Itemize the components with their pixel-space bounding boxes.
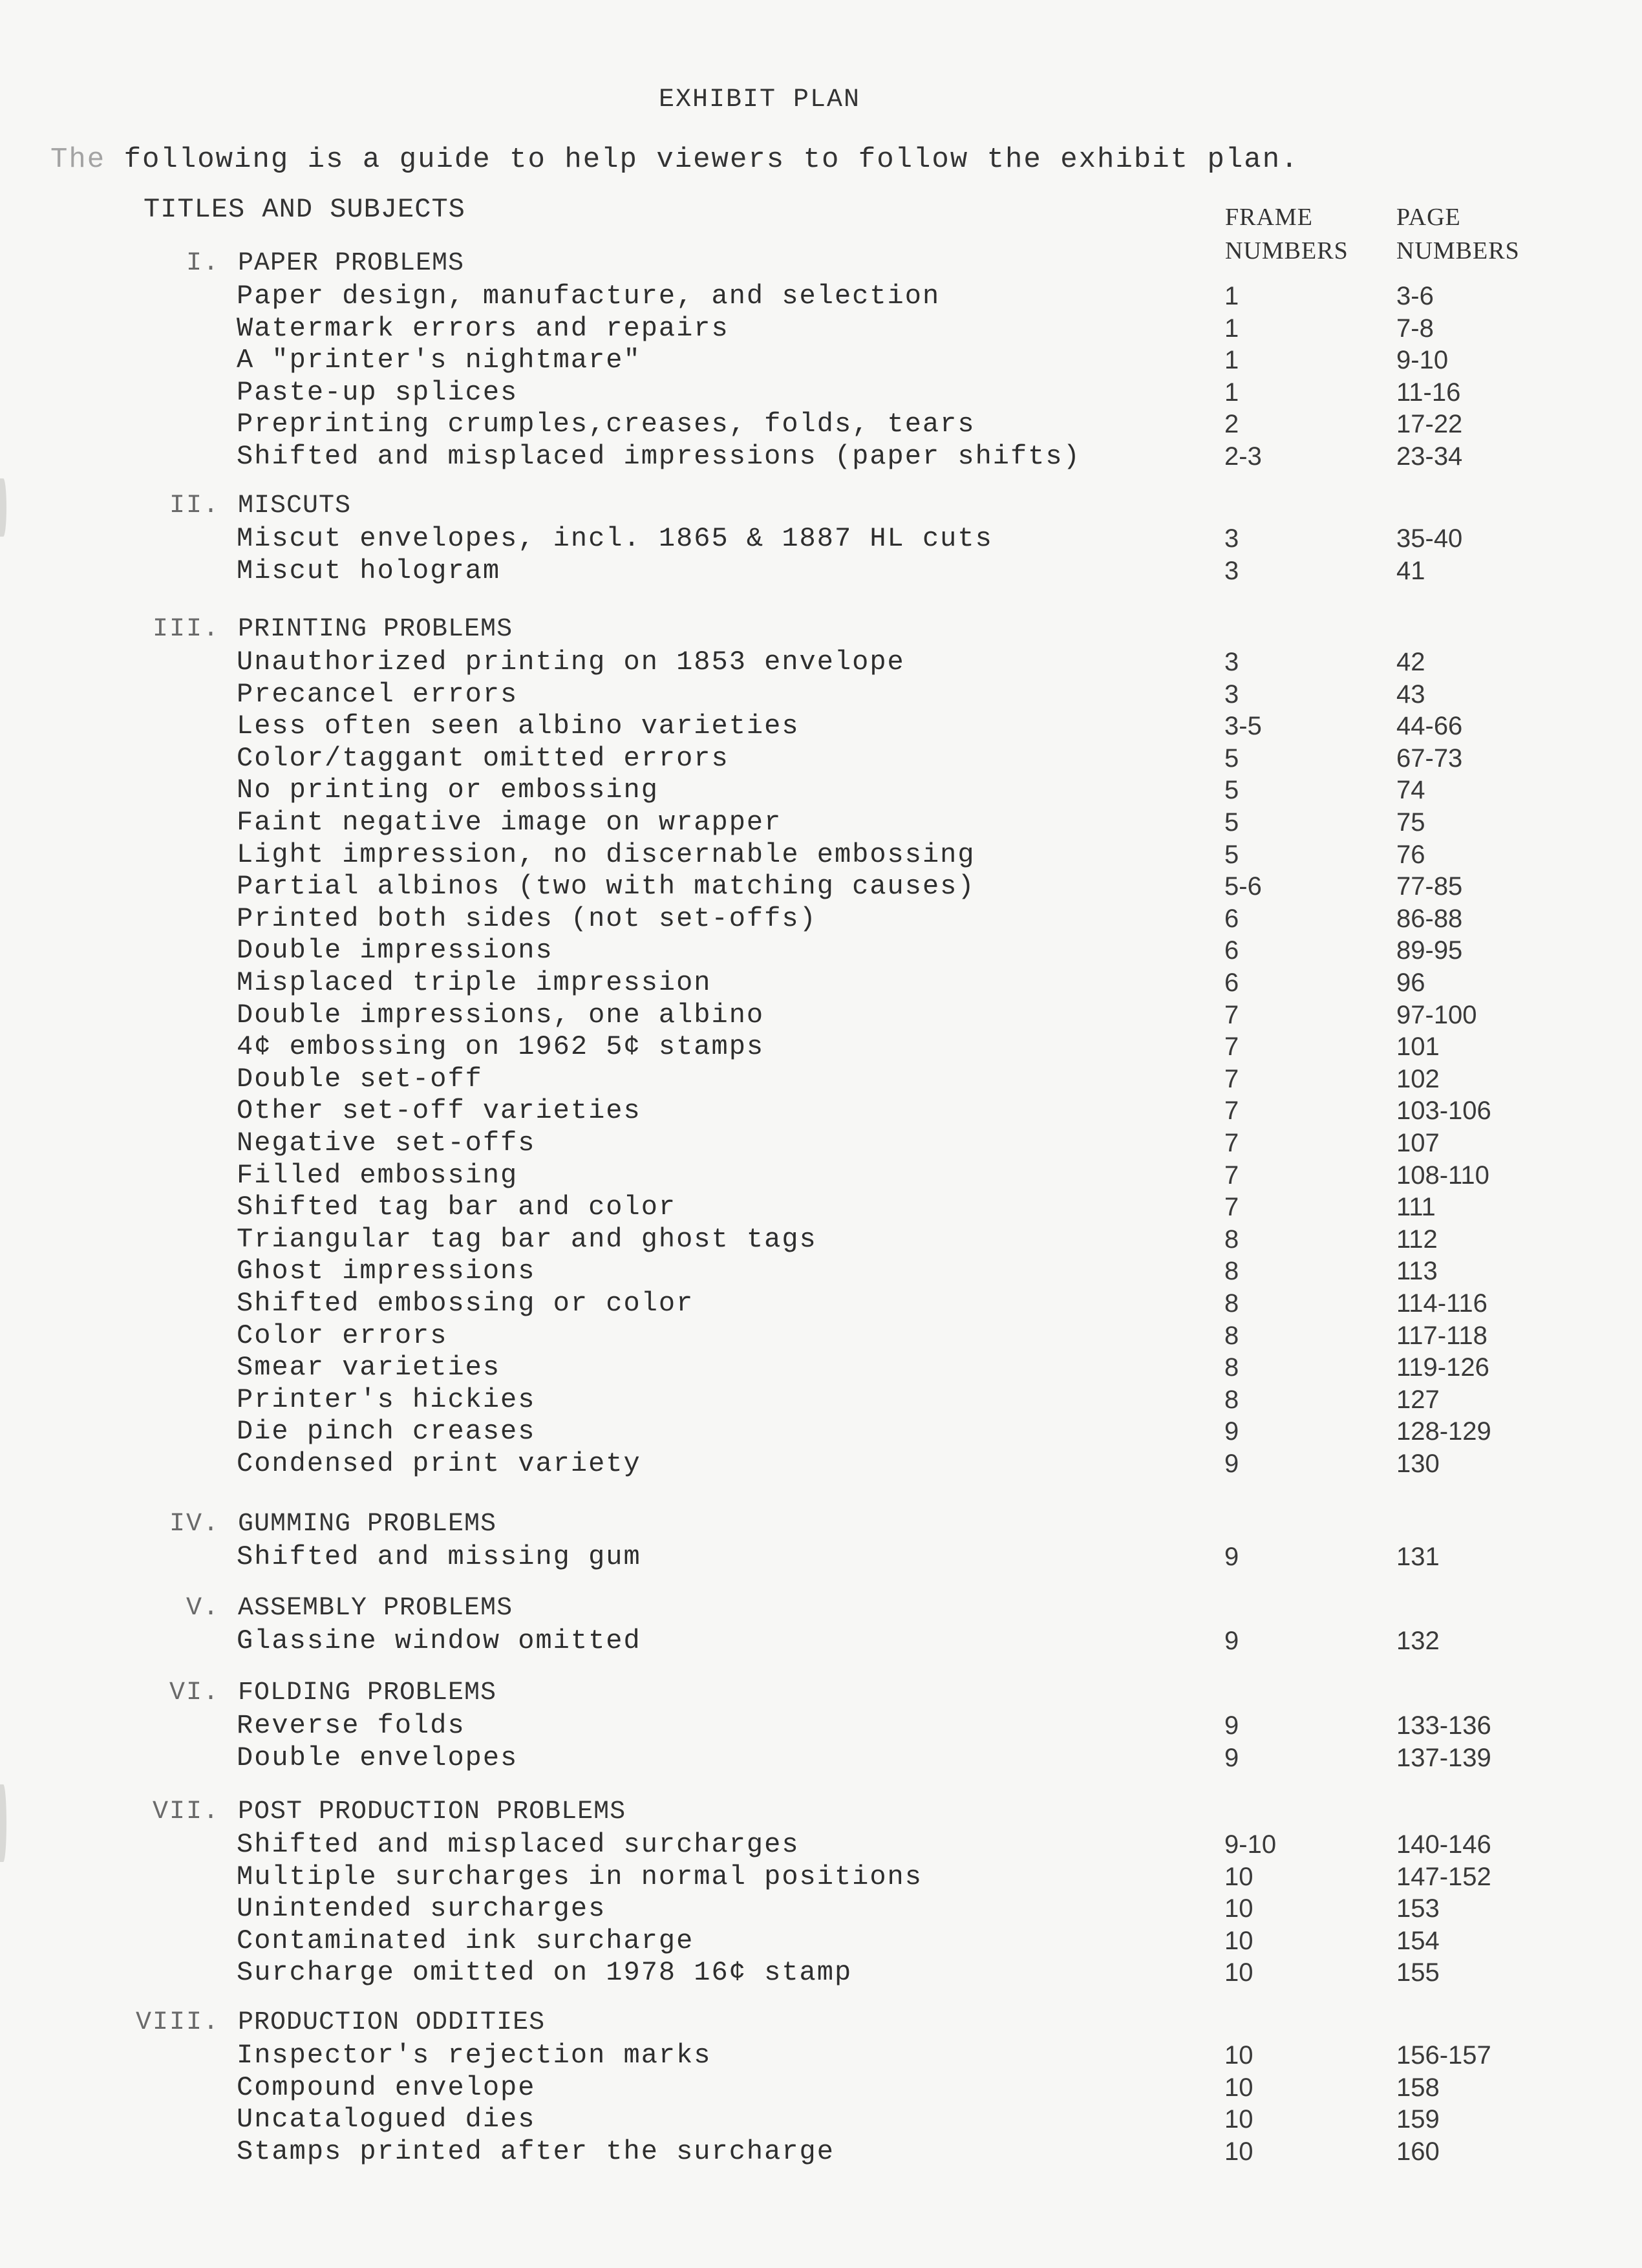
subject-label: Light impression, no discernable embossing xyxy=(237,839,976,870)
subject-label: Multiple surcharges in normal positions xyxy=(237,1861,922,1892)
section-title: PRINTING PROBLEMS xyxy=(238,615,513,644)
outline-row xyxy=(0,1956,1642,1989)
subject-label: Double impressions, one albino xyxy=(237,999,765,1031)
page-number: 140-146 xyxy=(1396,1830,1491,1859)
subject-label: Other set-off varieties xyxy=(237,1095,641,1127)
outline-row xyxy=(0,1925,1642,1957)
page-number: 86-88 xyxy=(1396,904,1463,933)
page-header-line: NUMBERS xyxy=(1396,237,1520,264)
outline-row xyxy=(0,1448,1642,1480)
outline-row xyxy=(0,1541,1642,1573)
frame-number: 6 xyxy=(1224,904,1239,933)
frame-number: 1 xyxy=(1224,282,1239,310)
frame-number: 8 xyxy=(1224,1353,1239,1382)
frame-number: 10 xyxy=(1224,1894,1253,1923)
outline-row xyxy=(0,646,1642,678)
frame-number: 9 xyxy=(1224,1543,1239,1571)
subject-label: Preprinting crumples,creases, folds, tears xyxy=(237,409,976,440)
outline-row xyxy=(0,839,1642,871)
subject-label: Die pinch creases xyxy=(237,1416,536,1448)
frame-number: 1 xyxy=(1224,346,1239,375)
outline-row xyxy=(0,2039,1642,2071)
outline-row xyxy=(0,1742,1642,1774)
frame-number: 5-6 xyxy=(1224,872,1262,901)
outline-row xyxy=(0,1415,1642,1448)
frame-number: 6 xyxy=(1224,968,1239,997)
page-header-line: PAGE xyxy=(1396,204,1461,231)
page-number: 76 xyxy=(1396,840,1425,869)
frame-number: 3 xyxy=(1224,556,1239,585)
intro-text: following is a guide to help viewers to follow the exhibit plan. xyxy=(105,144,1299,176)
subject-label: Double impressions xyxy=(237,935,553,967)
outline-row xyxy=(0,934,1642,967)
page-number: 97-100 xyxy=(1396,1000,1477,1029)
section-title: FOLDING PROBLEMS xyxy=(238,1678,497,1707)
subject-label: Watermark errors and repairs xyxy=(237,312,729,344)
subject-label: Inspector's rejection marks xyxy=(237,2040,712,2071)
subject-label: Faint negative image on wrapper xyxy=(237,807,782,838)
frame-number: 9 xyxy=(1224,1627,1239,1655)
outline-row xyxy=(0,1351,1642,1384)
outline-row xyxy=(0,312,1642,345)
page-number: 35-40 xyxy=(1396,524,1463,553)
subject-label: Stamps printed after the surcharge xyxy=(237,2135,835,2167)
page-title: EXHIBIT PLAN xyxy=(658,85,861,114)
subject-label: Reverse folds xyxy=(237,1710,465,1741)
subject-label: Filled embossing xyxy=(237,1159,518,1191)
page-number: 114-116 xyxy=(1396,1289,1487,1318)
outline-row xyxy=(0,1159,1642,1192)
page-number: 160 xyxy=(1396,2137,1440,2166)
subject-label: Unauthorized printing on 1853 envelope xyxy=(237,647,905,678)
outline-row xyxy=(0,280,1642,312)
outline-row xyxy=(0,522,1642,555)
frame-number: 3 xyxy=(1224,524,1239,553)
section-title: ASSEMBLY PROBLEMS xyxy=(238,1594,513,1623)
section-heading xyxy=(0,614,1642,646)
section-heading xyxy=(0,1796,1642,1828)
outline-row xyxy=(0,967,1642,999)
frame-number: 7 xyxy=(1224,1000,1239,1029)
frame-number: 8 xyxy=(1224,1257,1239,1286)
outline-row xyxy=(0,1625,1642,1657)
subject-label: Ghost impressions xyxy=(237,1256,536,1287)
subject-label: A "printer's nightmare" xyxy=(237,345,641,376)
frame-number: 5 xyxy=(1224,776,1239,805)
outline-row xyxy=(0,1095,1642,1127)
outline-row xyxy=(0,742,1642,775)
subject-label: Partial albinos (two with matching causes) xyxy=(237,871,976,903)
frame-header-line: FRAME xyxy=(1225,204,1313,231)
frame-number: 10 xyxy=(1224,2041,1253,2070)
outline-row xyxy=(0,1287,1642,1320)
page-number: 9-10 xyxy=(1396,346,1449,375)
page-number: 23-34 xyxy=(1396,442,1463,471)
section-title: PAPER PROBLEMS xyxy=(238,249,465,278)
subject-label: Miscut hologram xyxy=(237,555,501,586)
titles-heading: TITLES AND SUBJECTS xyxy=(144,194,465,225)
section-numeral: V. xyxy=(186,1594,220,1623)
outline-row xyxy=(0,1127,1642,1159)
frame-number: 10 xyxy=(1224,1862,1253,1891)
subject-label: Double envelopes xyxy=(237,1742,518,1773)
frame-number: 8 xyxy=(1224,1289,1239,1318)
page-number: 159 xyxy=(1396,2105,1440,2134)
page-number: 158 xyxy=(1396,2073,1440,2102)
frame-number: 8 xyxy=(1224,1225,1239,1254)
subject-label: Color/taggant omitted errors xyxy=(237,742,729,774)
outline-row xyxy=(0,710,1642,742)
page-number: 127 xyxy=(1396,1385,1440,1414)
subject-label: Shifted tag bar and color xyxy=(237,1192,677,1223)
page-number: 154 xyxy=(1396,1926,1440,1955)
page-number: 101 xyxy=(1396,1032,1440,1062)
frame-number: 3-5 xyxy=(1224,712,1262,741)
subject-label: Uncatalogued dies xyxy=(237,2104,536,2135)
frame-number: 7 xyxy=(1224,1161,1239,1190)
outline-row xyxy=(0,774,1642,806)
outline-row xyxy=(0,344,1642,376)
outline-row xyxy=(0,1255,1642,1287)
outline-row xyxy=(0,1709,1642,1742)
frame-number: 7 xyxy=(1224,1097,1239,1126)
frame-number: 2-3 xyxy=(1224,442,1262,471)
section-numeral: I. xyxy=(186,249,220,278)
page-number: 41 xyxy=(1396,556,1425,585)
frame-number: 9 xyxy=(1224,1450,1239,1478)
section-heading xyxy=(0,2007,1642,2039)
frame-number: 3 xyxy=(1224,679,1239,709)
page-number: 3-6 xyxy=(1396,282,1434,310)
frame-number: 10 xyxy=(1224,2073,1253,2102)
outline-row xyxy=(0,1384,1642,1416)
subject-label: No printing or embossing xyxy=(237,775,659,806)
subject-label: Compound envelope xyxy=(237,2071,536,2103)
frame-number: 10 xyxy=(1224,2137,1253,2166)
page-number: 111 xyxy=(1396,1193,1436,1222)
page-number: 132 xyxy=(1396,1627,1440,1655)
page-number: 102 xyxy=(1396,1064,1440,1093)
frame-number: 5 xyxy=(1224,744,1239,773)
subject-label: Paper design, manufacture, and selection xyxy=(237,281,941,312)
subject-label: Surcharge omitted on 1978 16¢ stamp xyxy=(237,1957,853,1989)
page-number: 44-66 xyxy=(1396,712,1463,741)
frame-number: 7 xyxy=(1224,1193,1239,1222)
section-numeral: IV. xyxy=(169,1510,220,1539)
frame-number: 9 xyxy=(1224,1417,1239,1446)
section-heading xyxy=(0,248,1642,280)
page-number: 42 xyxy=(1396,648,1425,676)
page-number: 117-118 xyxy=(1396,1321,1487,1350)
outline-row xyxy=(0,870,1642,903)
subject-label: Printer's hickies xyxy=(237,1384,536,1415)
section-title: GUMMING PROBLEMS xyxy=(238,1510,497,1539)
subject-label: Misplaced triple impression xyxy=(237,967,712,998)
subject-label: Miscut envelopes, incl. 1865 & 1887 HL cuts xyxy=(237,523,993,554)
page-number: 131 xyxy=(1396,1543,1440,1571)
subject-label: Precancel errors xyxy=(237,678,518,710)
frame-number: 9 xyxy=(1224,1743,1239,1772)
page-number: 112 xyxy=(1396,1225,1438,1254)
section-numeral: VIII. xyxy=(135,2008,220,2037)
frame-number: 6 xyxy=(1224,936,1239,965)
outline-row xyxy=(0,678,1642,711)
frame-number: 8 xyxy=(1224,1321,1239,1350)
outline-row xyxy=(0,806,1642,839)
section-numeral: II. xyxy=(169,491,220,520)
page-number: 67-73 xyxy=(1396,744,1463,773)
frame-header-line: NUMBERS xyxy=(1225,237,1349,264)
outline-row xyxy=(0,376,1642,409)
outline-row xyxy=(0,2103,1642,2135)
page-number: 43 xyxy=(1396,679,1425,709)
section-title: MISCUTS xyxy=(238,491,352,520)
outline-row xyxy=(0,2071,1642,2104)
section-heading xyxy=(0,1508,1642,1541)
subject-label: Unintended surcharges xyxy=(237,1893,606,1925)
section-heading xyxy=(0,1592,1642,1625)
page-number: 153 xyxy=(1396,1894,1440,1923)
frame-number: 7 xyxy=(1224,1032,1239,1062)
subject-label: Less often seen albino varieties xyxy=(237,711,800,742)
subject-label: Paste-up splices xyxy=(237,376,518,408)
outline-row xyxy=(0,1320,1642,1352)
frame-number: 1 xyxy=(1224,314,1239,343)
section-title: POST PRODUCTION PROBLEMS xyxy=(238,1797,626,1826)
page-number: 96 xyxy=(1396,968,1425,997)
page-number: 155 xyxy=(1396,1958,1440,1987)
page-number: 103-106 xyxy=(1396,1097,1491,1126)
outline-row xyxy=(0,1828,1642,1861)
subject-label: 4¢ embossing on 1962 5¢ stamps xyxy=(237,1031,765,1063)
subject-label: Color errors xyxy=(237,1320,448,1351)
intro-sentence xyxy=(50,144,1299,176)
outline-row xyxy=(0,555,1642,587)
page-number: 156-157 xyxy=(1396,2041,1491,2070)
frame-number: 8 xyxy=(1224,1385,1239,1414)
outline-row xyxy=(0,1063,1642,1095)
section-numeral: VI. xyxy=(169,1678,220,1707)
frame-number: 7 xyxy=(1224,1129,1239,1157)
subject-label: Smear varieties xyxy=(237,1352,501,1384)
page-number: 74 xyxy=(1396,776,1425,805)
frame-number: 5 xyxy=(1224,840,1239,869)
subject-label: Contaminated ink surcharge xyxy=(237,1925,694,1956)
page-number: 147-152 xyxy=(1396,1862,1491,1891)
outline-row xyxy=(0,408,1642,440)
section-heading xyxy=(0,1677,1642,1709)
frame-number: 9-10 xyxy=(1224,1830,1277,1859)
outline-row xyxy=(0,440,1642,473)
subject-label: Negative set-offs xyxy=(237,1128,536,1159)
section-numeral: III. xyxy=(152,615,220,644)
outline-row xyxy=(0,2135,1642,2168)
section-numeral: VII. xyxy=(152,1797,220,1826)
page-number: 107 xyxy=(1396,1129,1440,1157)
frame-number: 10 xyxy=(1224,1958,1253,1987)
outline-row xyxy=(0,1031,1642,1063)
frame-number: 1 xyxy=(1224,378,1239,407)
page-number: 17-22 xyxy=(1396,410,1463,439)
frame-number: 2 xyxy=(1224,410,1239,439)
page-number: 119-126 xyxy=(1396,1353,1489,1382)
subject-label: Shifted and missing gum xyxy=(237,1541,641,1572)
subject-label: Double set-off xyxy=(237,1063,483,1095)
frame-number: 10 xyxy=(1224,1926,1253,1955)
section-title: PRODUCTION ODDITIES xyxy=(238,2008,546,2037)
frame-number: 3 xyxy=(1224,648,1239,676)
page-number: 75 xyxy=(1396,808,1425,837)
subject-label: Condensed print variety xyxy=(237,1448,641,1479)
frame-number: 9 xyxy=(1224,1711,1239,1740)
outline-row xyxy=(0,903,1642,935)
outline-row xyxy=(0,999,1642,1031)
frame-number: 10 xyxy=(1224,2105,1253,2134)
page-number: 133-136 xyxy=(1396,1711,1491,1740)
outline-row xyxy=(0,1191,1642,1223)
intro-lead-word: The xyxy=(50,144,106,176)
page-number: 11-16 xyxy=(1396,378,1461,407)
subject-label: Printed both sides (not set-offs) xyxy=(237,903,817,934)
subject-label: Shifted embossing or color xyxy=(237,1288,694,1319)
outline-row xyxy=(0,1892,1642,1925)
subject-label: Triangular tag bar and ghost tags xyxy=(237,1223,817,1255)
page-number: 130 xyxy=(1396,1450,1440,1478)
page-number: 77-85 xyxy=(1396,872,1463,901)
section-heading xyxy=(0,490,1642,522)
frame-number: 5 xyxy=(1224,808,1239,837)
subject-label: Shifted and misplaced surcharges xyxy=(237,1829,800,1860)
outline-row xyxy=(0,1861,1642,1893)
subject-label: Glassine window omitted xyxy=(237,1625,641,1656)
page-number: 89-95 xyxy=(1396,936,1463,965)
page-number: 137-139 xyxy=(1396,1743,1491,1772)
page-number: 7-8 xyxy=(1396,314,1434,343)
frame-number: 7 xyxy=(1224,1064,1239,1093)
outline-row xyxy=(0,1223,1642,1256)
page-number: 113 xyxy=(1396,1257,1438,1286)
page-number: 128-129 xyxy=(1396,1417,1491,1446)
page-number: 108-110 xyxy=(1396,1161,1489,1190)
subject-label: Shifted and misplaced impressions (paper shifts) xyxy=(237,441,1081,472)
